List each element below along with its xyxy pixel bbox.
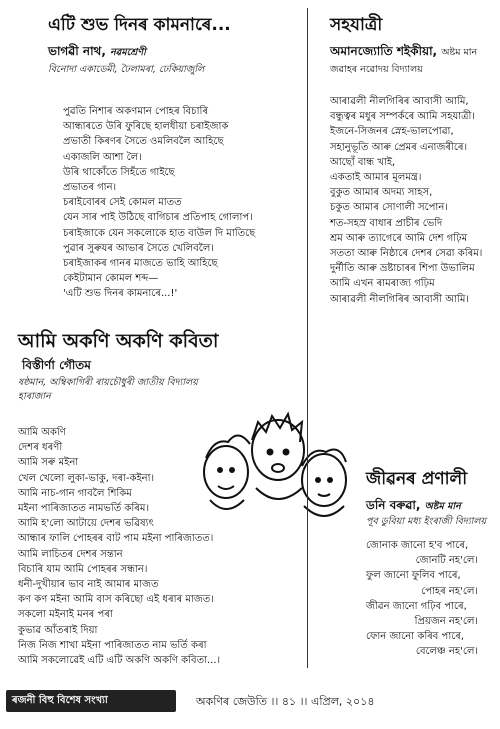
poem3-line: আছোঁ বান্ধ খাই,: [330, 156, 396, 168]
poem2-line: বিচাৰি যাম আমি পোহৰৰ সন্ধান।: [18, 563, 148, 575]
poem1-line: চৰাইবোৰৰ সেই কোমল মাতত: [63, 197, 182, 209]
poem1-line: চৰাইজাকৰ গানৰ মাজতে ভাহি আহিছে: [63, 258, 218, 270]
poem4-body: [366, 538, 478, 660]
poem4-line: জীৱন জানো গঢ়িব পাৰে,: [366, 600, 467, 612]
poem3-line: একতাই আমাৰ মূলমন্ত্ৰ।: [330, 172, 422, 184]
poem2-line: কুভাৱ আঁতৰাই দিয়া: [18, 624, 98, 636]
poem4-line: জোনাক জানো হ'ব পাৰে,: [366, 540, 469, 551]
kid-right-head: [302, 454, 346, 506]
poem3-title: সহযাত্ৰী: [330, 15, 383, 35]
poem1-line: চৰাইজাকে যেন সকলোকে হাত বাউল দি মাতিছে: [63, 227, 256, 239]
poem4-author: ডনি বৰুৱা,: [366, 498, 421, 512]
poem2-line: খেল খেলো লুকা-ভাকু, দৰা-কইনা।: [18, 472, 155, 484]
poem4-line: ফুল জানো ফুলিব পাৰে,: [366, 570, 461, 582]
poem1-line: 'এটি শুভ দিনৰ কামনাৰে...!': [63, 288, 178, 300]
poem3-school: জৱাহৰ নৱোদয় বিদ্যালয়: [330, 64, 423, 75]
poem1-line: পুৱাৰ সুৰুযৰ আভাৰ সৈতে খেলিবলৈ।: [63, 242, 214, 254]
poem2-line: নিজ নিজ শাখা মইনা পাৰিজাতত নাম ভৰ্তি কৰা: [18, 639, 207, 651]
poem1-line: যেন সাৰ পাই উঠিছে বাগিচাৰ প্ৰতিপাহ গোলাপ।: [63, 212, 253, 224]
poem2-title: আমি অকণি অকণি কবিতা: [18, 330, 219, 352]
kid-left-head: [204, 446, 248, 498]
poem3-line: সহানুভূতি আৰু প্ৰেমৰ এনাজৰীৰে।: [330, 141, 468, 153]
poem4-school: পূব ডুবিয়া মধ্য ইংৰাজী বিদ্যালয়: [366, 516, 487, 527]
poem1-line: প্ৰভাতী কিৰণৰ সৈতে ওমলিবলৈ আহিছে: [63, 136, 224, 148]
poem4-author-class: অষ্টম মান: [424, 501, 461, 512]
poem1-author: ভাগৱী নাথ,: [48, 44, 106, 58]
poem1-line: কেইটামান কোমল শব্দ—: [63, 273, 159, 285]
poem3-line: দুৰ্নীতি আৰু ভ্ৰষ্টাচাৰৰ শিপা উভালিম: [330, 263, 475, 275]
footer-text: অকণিৰ জেউতি ।। ৪১ ।। এপ্ৰিল, ২০১৪: [196, 695, 375, 708]
poem2-line: কণ কণ মইনা আমি বাস কৰিছো এই ধৰাৰ মাজত।: [18, 594, 214, 606]
poem2-line: ধনী-দুখীয়াৰ ভাব নাই আমাৰ মাজত: [18, 579, 159, 591]
poem3-author-class: অষ্টম মান: [441, 47, 478, 58]
poem1-line: পুৱতি নিশাৰ অকণমান পোহৰ বিচাৰি: [63, 106, 208, 117]
poem4-line: ফোন জানো কৰিব পাৰে,: [366, 631, 465, 643]
poem2-place: হাৰাজান: [18, 391, 51, 402]
poem2-body: [18, 425, 220, 668]
poem3-line: শ্ৰম আৰু ত্যাগেৰে আমি দেশ গঢ়িম: [330, 232, 468, 244]
poem1-line: উৰি থাকোঁতে সিহঁতে গাইছে: [63, 166, 175, 178]
poem1-body: [63, 104, 255, 302]
poem2-line: মইনা পাৰিজাতত নামভৰ্তি কৰিম।: [18, 503, 150, 515]
poem2-line: আন্ধাৰ ফালি পোহৰৰ বাট পাম মইনা পাৰিজাতত।: [18, 533, 214, 545]
poem1-title: এটি শুভ দিনৰ কামনাৰে...: [48, 15, 231, 35]
poem3-line: চকুত আমাৰ সোণালী সপোন।: [330, 202, 448, 214]
poem3-line: সততা আৰু নিষ্ঠাৰে দেশৰ সেৱা কৰিম।: [330, 248, 483, 260]
poem3-line: বন্ধুত্বৰ মধুৰ সম্পৰ্কৰে আমি সহযাত্ৰী।: [330, 111, 475, 123]
poem2-author: বিস্তীৰ্ণা গৌতম: [22, 358, 91, 372]
poem2-line: দেশৰ ধৰণী: [18, 442, 63, 454]
poem2-line: আমি নাচ-গান গাবলৈ শিকিম: [18, 487, 132, 499]
children-illustration: [196, 410, 356, 542]
column-divider: [307, 8, 308, 668]
poem1-school: বিনোদা একাডেমী, ঢৈলামৰা, ঢেকিয়াজুলি: [48, 64, 205, 75]
poem3-author: অমানজ্যোতি শইকীয়া,: [330, 44, 438, 58]
poem3-line: আৰাৱলী নীলগিৰিৰ আবাসী আমি,: [330, 96, 469, 107]
poem3-line: আৰাৱলী নীলগিৰিৰ আবাসী আমি।: [330, 293, 469, 305]
poem3-line: ইজনে-সিজনৰ স্নেহ-ভালপোৱা,: [330, 126, 454, 138]
poem4-line: প্ৰিয়জন নহ'লে।: [414, 616, 478, 628]
poem4-title: জীৱনৰ প্ৰণালী: [366, 469, 468, 489]
poem2-line: আমি সকলোৱেই এটি এটি অকণি অকণি কবিতা...।: [18, 655, 221, 667]
poem1-line: প্ৰভাতৰ গান।: [63, 182, 117, 194]
poem2-line: আমি অকণি: [18, 427, 66, 438]
poem1-line: একাজলি আশা লৈ।: [63, 151, 142, 163]
poem1-author-class: নৱমশ্রেণী: [110, 47, 146, 58]
poem2-school: ষষ্ঠমান, অম্বিকাগিৰী ৰায়চৌধুৰী জাতীয় বিদ্যালয়: [18, 377, 198, 388]
footer: [6, 690, 494, 712]
poem3-line: শত-সহস্ৰ বাধাৰ প্ৰাচীৰ ভেদি: [330, 217, 443, 229]
poem4-line: জোনটি নহ'লে।: [415, 555, 478, 567]
poem3-line: বুকুত আমাৰ অদম্য সাহস,: [330, 187, 433, 199]
poem2-line: আমি লাচিতৰ দেশৰ সন্তান: [18, 548, 123, 560]
poem2-line: সকলো মইনাই মনৰ পৰা: [18, 609, 113, 621]
poem4-line: বেলেঞ্চ নহ'লে।: [415, 646, 478, 658]
poem2-line: আমি সৰু মইনা: [18, 457, 79, 469]
footer-logo: ৰজনী বিহু বিশেষ সংখ্যা: [6, 690, 176, 712]
poem2-line: আমি হ'লো আটায়ে দেশৰ ভৱিষ্যৎ: [18, 518, 154, 530]
poem1-line: আন্ধাৰতে উৰি ফুৰিছে হালধীয়া চৰাইজাক: [63, 121, 229, 133]
poem4-line: পোহৰ নহ'লে।: [421, 585, 478, 597]
poem3-body: [330, 94, 482, 307]
poem3-line: আমি এখন ৰামৰাজ্য গঢ়িম: [330, 278, 435, 290]
